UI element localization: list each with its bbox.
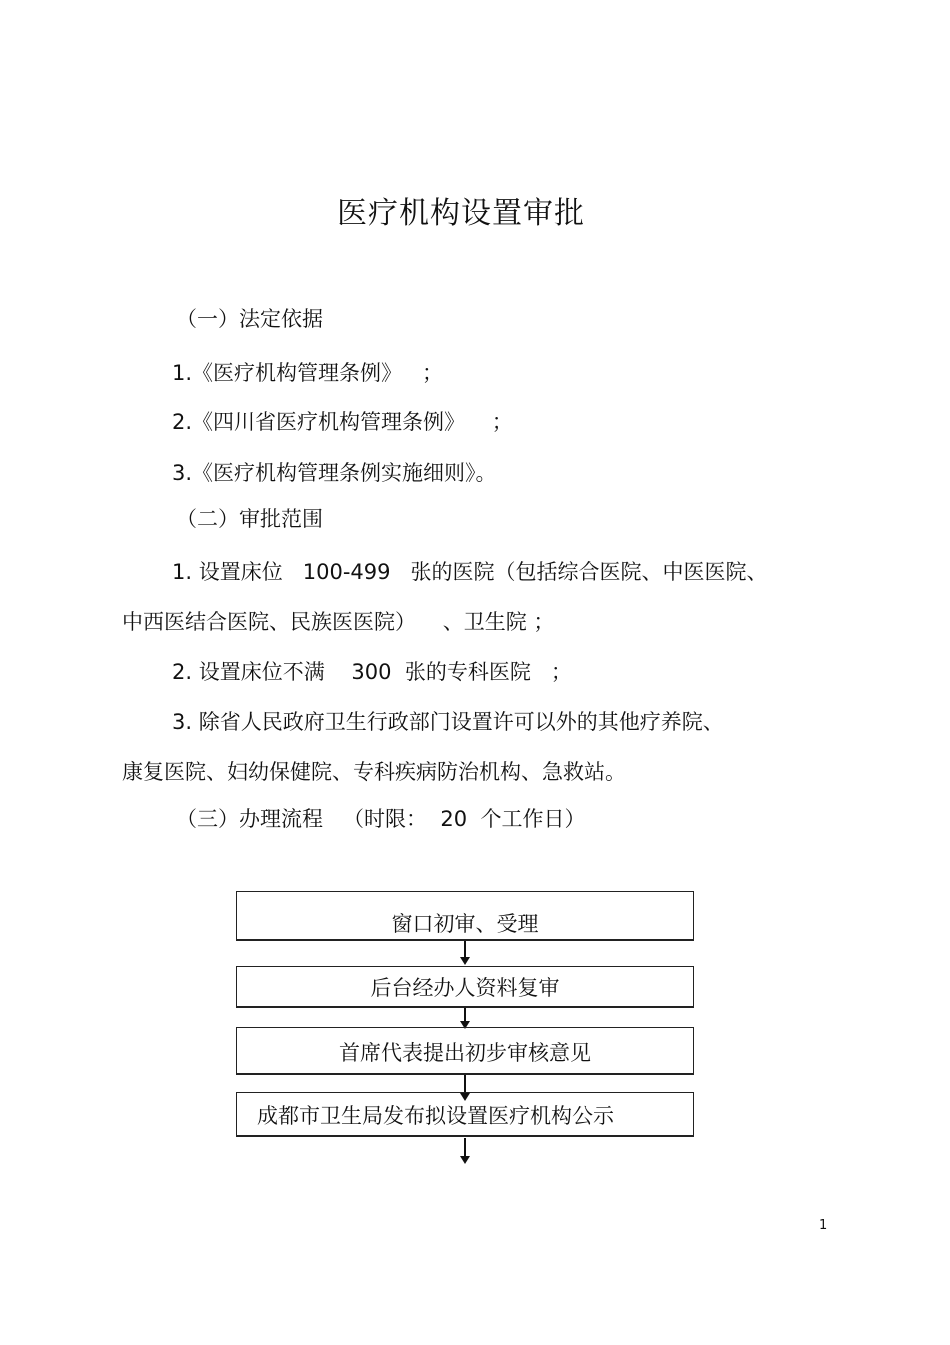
scope-item-3-line-2: 康复医院、妇幼保健院、专科疾病防治机构、急救站。 (122, 760, 626, 784)
scope-item-1-line-2: 中西医结合医院、民族医医院） 、卫生院 ； (122, 610, 555, 634)
scope-heading: （二）审批范围 (176, 507, 323, 531)
legal-basis-item-2: 2.《四川省医疗机构管理条例》 ； (172, 410, 513, 434)
legal-basis-item-1: 1.《医疗机构管理条例》 ； (172, 361, 444, 385)
flow-arrow-1 (464, 941, 466, 959)
legal-basis-heading: （一）法定依据 (176, 307, 323, 331)
scope-item-3-line-1: 3. 除省人民政府卫生行政部门设置许可以外的其他疗养院、 (172, 710, 724, 734)
flow-arrow-4 (464, 1138, 466, 1158)
page-number: 1 (819, 1218, 828, 1233)
flow-step-1: 窗口初审、受理 (236, 891, 694, 941)
process-heading: （三）办理流程 （时限： 20 个工作日） (176, 807, 586, 831)
flow-arrow-2 (464, 1008, 466, 1023)
flow-step-3: 首席代表提出初步审核意见 (236, 1027, 694, 1075)
page-title: 医疗机构设置审批 (337, 196, 585, 231)
flow-step-4: 成都市卫生局发布拟设置医疗机构公示 (236, 1092, 694, 1137)
scope-item-1-line-1: 1. 设置床位 100-499 张的医院（包括综合医院、中医医院、 (172, 560, 768, 584)
scope-item-2: 2. 设置床位不满 300 张的专科医院 ； (172, 660, 572, 684)
flow-step-2: 后台经办人资料复审 (236, 966, 694, 1008)
legal-basis-item-3: 3.《医疗机构管理条例实施细则》。 (172, 461, 497, 485)
